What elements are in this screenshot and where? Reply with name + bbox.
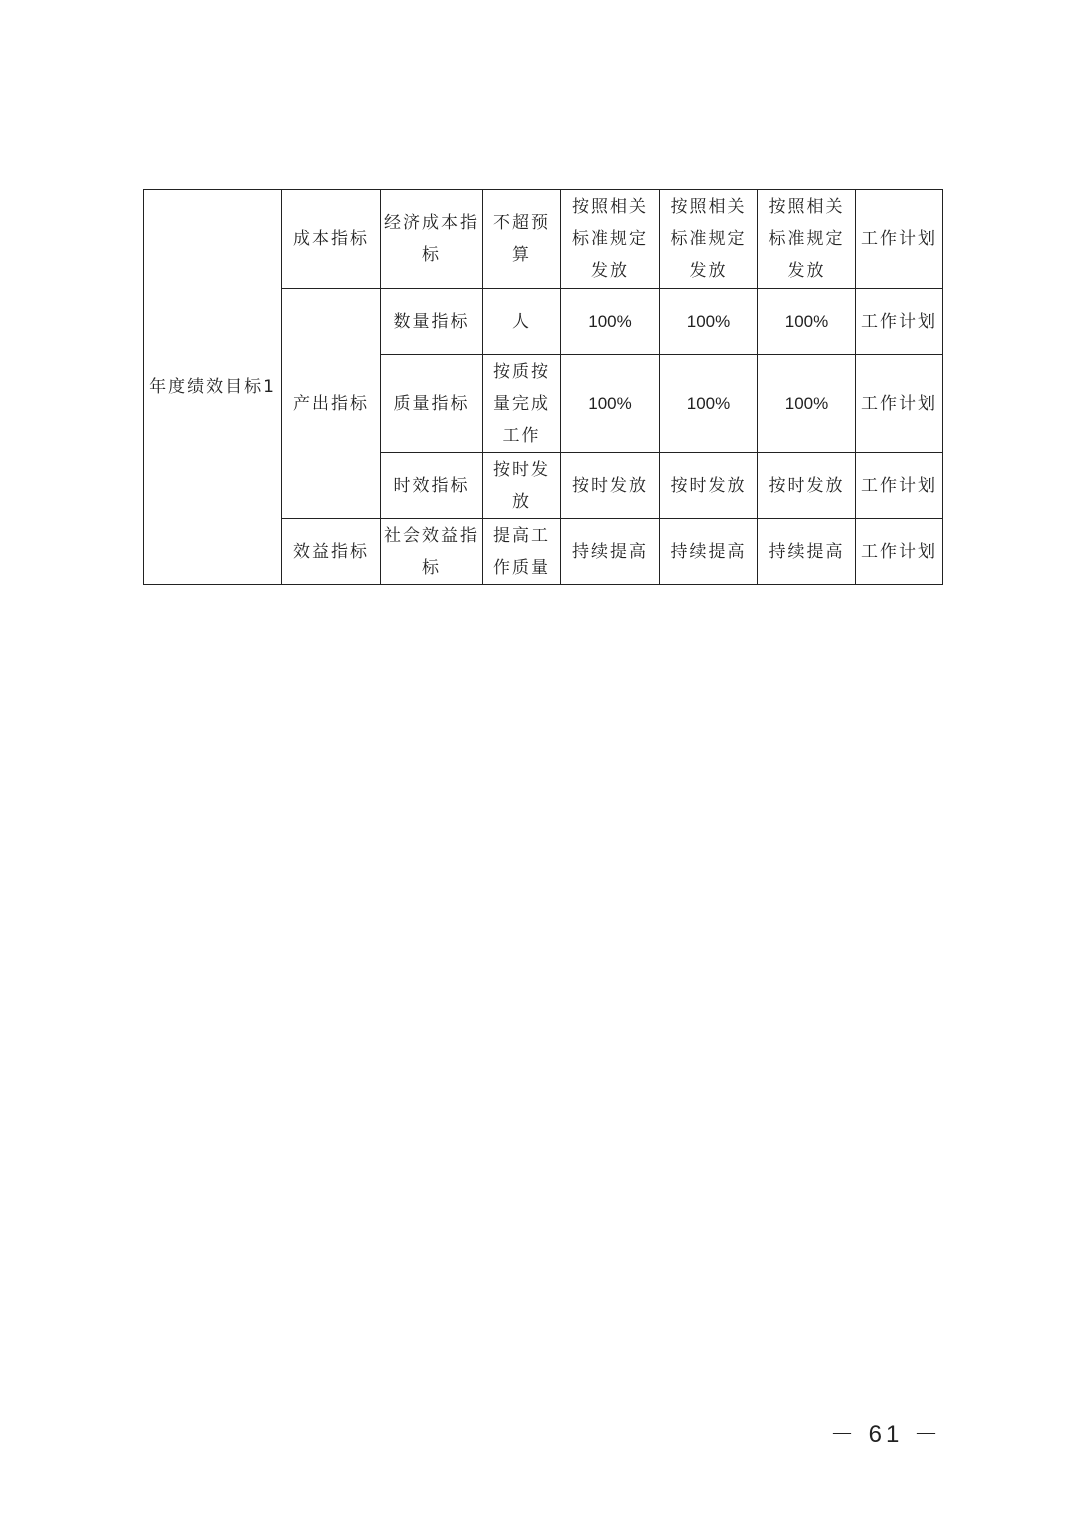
value-cell: 持续提高 [660,519,758,585]
value-cell: 100% [758,289,856,355]
value-cell: 持续提高 [758,519,856,585]
value-cell: 100% [758,355,856,453]
category-cell: 成本指标 [282,190,381,289]
value-cell: 按时发放 [561,453,660,519]
target-cell: 提高工作质量 [483,519,561,585]
goal-label-cell: 年度绩效目标1 [144,190,282,585]
category-cell: 产出指标 [282,289,381,519]
value-cell: 100% [660,355,758,453]
target-cell: 按时发放 [483,453,561,519]
indicator-cell: 数量指标 [381,289,483,355]
target-cell: 不超预算 [483,190,561,289]
value-cell: 按时发放 [758,453,856,519]
category-cell: 效益指标 [282,519,381,585]
page-number: － 61 － [829,1421,942,1448]
target-cell: 按质按量完成工作 [483,355,561,453]
basis-cell: 工作计划 [856,453,943,519]
basis-cell: 工作计划 [856,289,943,355]
indicator-cell: 经济成本指标 [381,190,483,289]
basis-cell: 工作计划 [856,355,943,453]
value-cell: 按时发放 [660,453,758,519]
value-cell: 按照相关标准规定发放 [758,190,856,289]
indicator-cell: 社会效益指标 [381,519,483,585]
value-cell: 按照相关标准规定发放 [561,190,660,289]
indicator-cell: 质量指标 [381,355,483,453]
value-cell: 100% [561,355,660,453]
performance-table [143,189,943,585]
value-cell: 按照相关标准规定发放 [660,190,758,289]
table-row [144,190,943,289]
basis-cell: 工作计划 [856,519,943,585]
basis-cell: 工作计划 [856,190,943,289]
target-cell: 人 [483,289,561,355]
value-cell: 持续提高 [561,519,660,585]
value-cell: 100% [660,289,758,355]
indicator-cell: 时效指标 [381,453,483,519]
value-cell: 100% [561,289,660,355]
